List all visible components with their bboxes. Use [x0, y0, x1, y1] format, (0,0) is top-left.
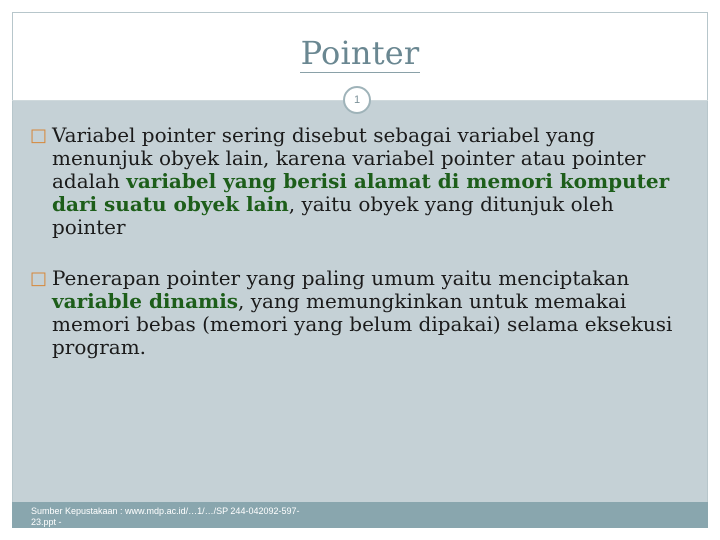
bullet-item [30, 124, 690, 239]
bullet-item [30, 267, 690, 359]
bullet-text-segment: Variabel pointer sering disebut sebagai variabel yang menunjuk obyek lain, karena variabel pointer atau pointer adalah [52, 123, 646, 193]
checkbox-bullet-icon: □ [30, 268, 48, 289]
bullet-emphasis: variabel yang berisi alamat di memori komputer dari suatu obyek lain [52, 169, 670, 216]
bullet-text-segment: Penerapan pointer yang paling umum yaitu menciptakan [52, 266, 630, 290]
footer-source: Sumber Kepustakaan : www.mdp.ac.id/…1/…/SP 244-042092-597-23.ppt - [31, 506, 300, 527]
bullet-text-segment: , yang memungkinkan untuk memakai memori bebas (memori yang belum dipakai) selama eksekusi program. [52, 289, 673, 359]
slide-number-badge: 1 [343, 86, 371, 114]
bullet-text-segment: , yaitu obyek yang ditunjuk oleh pointer [52, 192, 614, 239]
bullet-text [52, 267, 690, 359]
bullet-emphasis: variable dinamis [52, 289, 239, 313]
bullet-text [52, 124, 690, 239]
divider-right [371, 100, 708, 101]
slide-body [30, 124, 690, 387]
slide-title: Pointer [300, 34, 420, 72]
divider-left [12, 100, 343, 101]
checkbox-bullet-icon: □ [30, 125, 48, 146]
